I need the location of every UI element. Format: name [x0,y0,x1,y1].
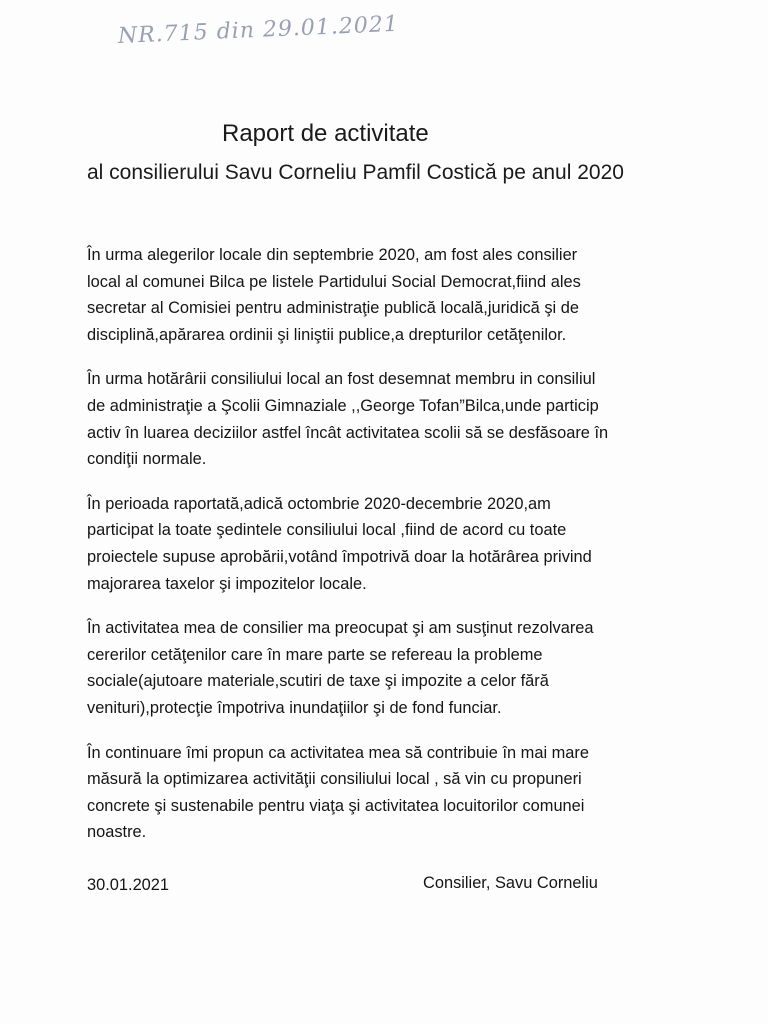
paragraph-line: local al comunei Bilca pe listele Partidului Social Democrat,fiind ales [87,272,581,291]
paragraph-1 [87,242,697,348]
paragraph-line: disciplină,apărarea ordinii şi liniştii publice,a drepturilor cetăţenilor. [87,325,567,344]
paragraph-line: proiectele supuse aprobării,votând împotrivă doar la hotărârea privind [87,547,592,566]
document-title: Raport de activitate [222,120,429,147]
paragraph-3 [87,491,697,597]
paragraph-line: noastre. [87,823,147,842]
paragraph-line: condiţii normale. [87,450,207,469]
paragraph-5 [87,740,697,846]
paragraph-line: secretar al Comisiei pentru administraţie publică locală,juridică şi de [87,299,579,318]
paragraph-line: concrete şi sustenabile pentru viaţa şi activitatea locuitorilor comunei [87,796,585,815]
paragraph-line: În urma hotărârii consiliului local an fost desemnat membru in consiliul [87,370,596,389]
paragraph-line: venituri),protecţie împotriva inundaţiilor şi de fond funciar. [87,698,502,717]
paragraph-line: măsură la optimizarea activităţii consiliului local , să vin cu propuneri [87,770,582,789]
paragraph-2 [87,366,697,472]
paragraph-line: În urma alegerilor locale din septembrie 2020, am fost ales consilier [87,246,578,264]
paragraph-4 [87,615,697,721]
paragraph-line: În continuare îmi propun ca activitatea mea să contribuie în mai mare [87,743,589,762]
paragraph-line: participat la toate şedintele consiliului local ,fiind de acord cu toate [87,521,567,540]
paragraph-line: majorarea taxelor şi impozitelor locale. [87,574,367,593]
paragraph-line: sociale(ajutoare materiale,scutiri de taxe şi impozite a celor fără [87,672,549,691]
handwritten-registration-note: NR.715 din 29.01.2021 [117,11,400,49]
signature-line: Consilier, Savu Corneliu [423,874,598,892]
document-body [87,242,697,864]
paragraph-line: În activitatea mea de consilier ma preocupat şi am susţinut rezolvarea [87,619,594,638]
paragraph-line: În perioada raportată,adică octombrie 2020-decembrie 2020,am [87,494,551,513]
document-subtitle: al consilierului Savu Corneliu Pamfil Costică pe anul 2020 [87,161,624,184]
paragraph-line: cererilor cetăţenilor care în mare parte se refereau la probleme [87,645,543,664]
paragraph-line: de administraţie a Şcolii Gimnaziale ,,George Tofan”Bilca,unde particip [87,396,599,415]
paragraph-line: activ în luarea deciziilor astfel încât activitatea scolii să se desfăsoare în [87,423,609,442]
document-date: 30.01.2021 [87,876,170,894]
